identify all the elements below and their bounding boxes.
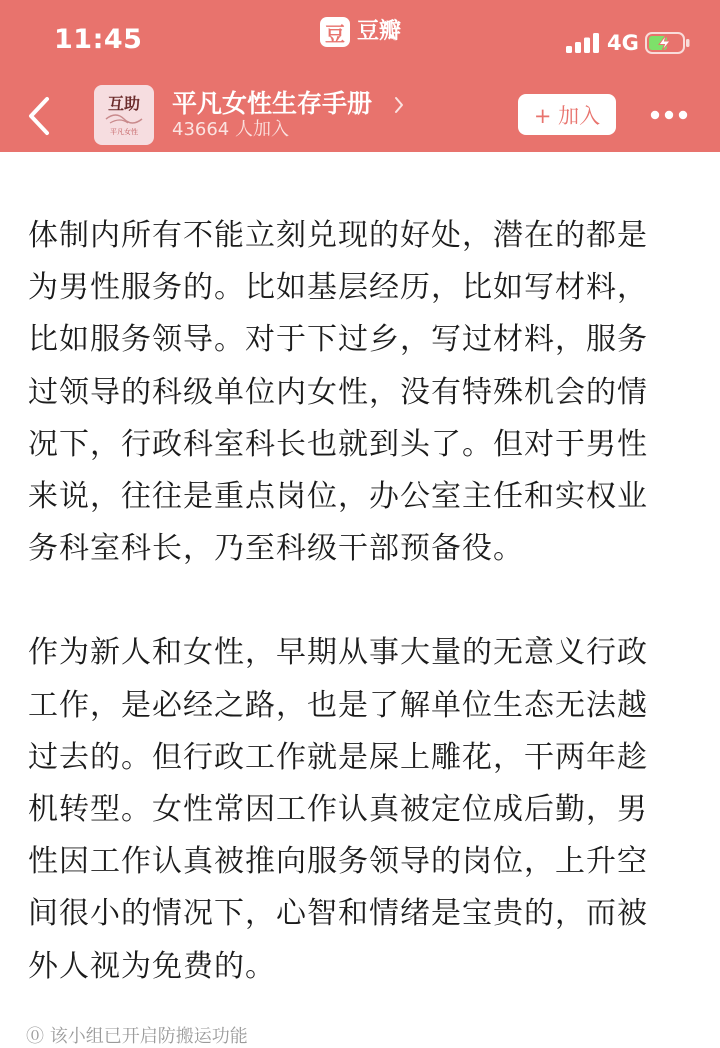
join-button[interactable]: [518, 94, 616, 135]
text-line: 来说，往往是重点岗位，办公室主任和实权业: [28, 479, 648, 515]
text-line: 机转型。女性常因工作认真被定位成后勤，男: [28, 792, 648, 828]
text-line: 为男性服务的。比如基层经历，比如写材料，: [28, 270, 648, 306]
network-type: 4G: [607, 31, 639, 55]
avatar-text: 互助: [107, 94, 140, 113]
status-time: 11:45: [54, 24, 143, 55]
text-line: 外人视为免费的。: [28, 948, 276, 984]
text-line: 过去的。但行政工作就是屎上雕花，干两年趁: [28, 739, 648, 775]
member-count: 43664 人加入: [172, 119, 289, 140]
avatar-subtext: 平凡女性: [110, 128, 138, 136]
chevron-right-icon[interactable]: [393, 96, 405, 114]
text-line: 性因工作认真被推向服务领导的岗位，上升空: [28, 844, 648, 880]
text-line: 况下，行政科室科长也就到头了。但对于男性: [28, 426, 648, 462]
paragraph: [28, 627, 698, 992]
chevron-left-icon[interactable]: [26, 96, 52, 136]
paragraph: [28, 210, 698, 575]
anti-repost-notice: ⓪ 该小组已开启防搬运功能: [26, 1026, 248, 1047]
top-header: [0, 0, 720, 152]
text-line: 工作，是必经之路，也是了解单位生态无法越: [28, 687, 648, 723]
text-line: 间很小的情况下，心智和情绪是宝贵的，而被: [28, 896, 648, 932]
battery-charging-icon: [645, 32, 691, 54]
group-title[interactable]: 平凡女性生存手册: [172, 89, 373, 118]
post-content: [28, 210, 698, 993]
signal-icon: [566, 33, 600, 53]
group-avatar[interactable]: [94, 85, 154, 145]
text-line: 过领导的科级单位内女性，没有特殊机会的情: [28, 374, 648, 410]
text-line: 作为新人和女性，早期从事大量的无意义行政: [28, 635, 648, 671]
text-line: 务科室科长，乃至科级干部预备役。: [28, 531, 524, 567]
more-dots-icon[interactable]: [650, 109, 688, 121]
join-button-label: + 加入: [533, 103, 601, 128]
app-name: 豆瓣: [357, 19, 402, 44]
douban-logo-icon: 豆: [320, 17, 350, 47]
text-line: 比如服务领导。对于下过乡，写过材料，服务: [28, 322, 648, 358]
text-line: 体制内所有不能立刻兑现的好处，潜在的都是: [28, 218, 648, 253]
